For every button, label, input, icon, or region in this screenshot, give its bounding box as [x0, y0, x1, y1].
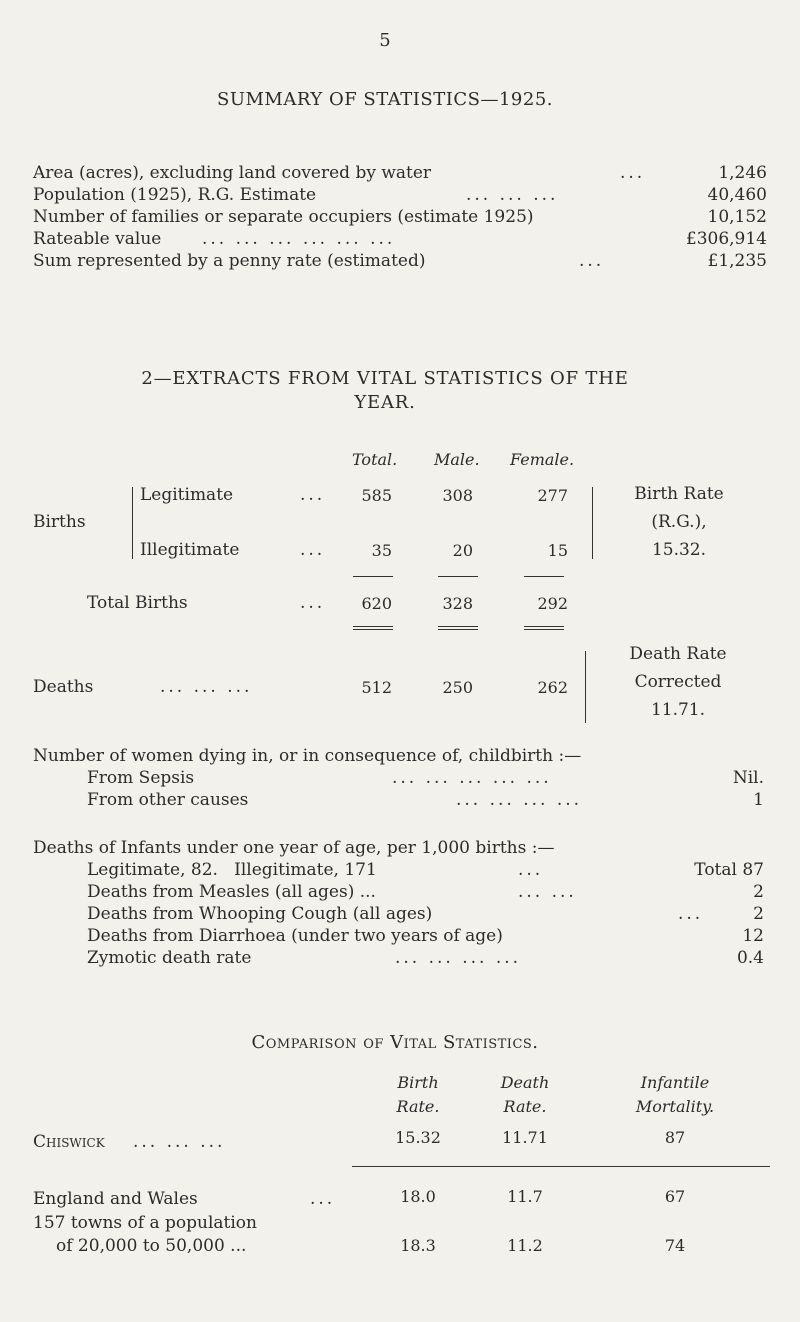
- births-legit-female: 277: [537, 486, 568, 505]
- maternal-sepsis-label: From Sepsis: [87, 768, 195, 788]
- maternal-other-value: 1: [753, 790, 764, 810]
- births-legit-male: 308: [442, 486, 473, 505]
- total-column-double-rule: [353, 626, 393, 630]
- maternal-other-dots: ... ... ... ...: [456, 790, 583, 810]
- deaths-label: Deaths: [33, 677, 94, 697]
- total-births-label: Total Births: [87, 593, 188, 613]
- comparison-header-birth-2: Rate.: [396, 1097, 440, 1116]
- comparison-header-death-2: Rate.: [503, 1097, 547, 1116]
- comparison-divider: [352, 1166, 770, 1167]
- infant-legit-illegit: Legitimate, 82. Illegitimate, 171: [87, 860, 377, 880]
- measles-value: 2: [753, 882, 764, 902]
- comparison-row-towns-death: 11.2: [507, 1236, 543, 1255]
- death-rate-qualifier: Corrected: [634, 672, 722, 692]
- comparison-row-england-label: England and Wales: [33, 1189, 198, 1209]
- summary-value-rateable: £306,914: [685, 229, 767, 249]
- comparison-header-infant-2: Mortality.: [635, 1097, 715, 1116]
- deaths-dots: ... ... ...: [160, 677, 253, 697]
- births-illegit-label: Illegitimate: [140, 540, 240, 560]
- births-left-brace: [132, 487, 133, 559]
- summary-label-area: Area (acres), excluding land covered by water: [33, 163, 432, 183]
- comparison-row-towns-label-2: of 20,000 to 50,000 ...: [56, 1236, 247, 1256]
- comparison-row-towns-infant: 74: [664, 1236, 686, 1255]
- diarrhoea-label: Deaths from Diarrhoea (under two years of age): [87, 926, 503, 946]
- death-rate-value: 11.71.: [650, 700, 706, 720]
- birth-rate-label: Birth Rate: [634, 484, 724, 504]
- summary-value-families: 10,152: [707, 207, 767, 227]
- header-male: Male.: [434, 450, 480, 469]
- comparison-row-england-infant: 67: [664, 1187, 686, 1206]
- comparison-row-towns-label-1: 157 towns of a population: [33, 1213, 257, 1233]
- zymotic-value: 0.4: [736, 948, 764, 968]
- comparison-row-chiswick-label: Chiswick: [33, 1132, 105, 1152]
- comparison-row-towns-birth: 18.3: [400, 1236, 436, 1255]
- comparison-header-death-1: Death: [500, 1073, 550, 1092]
- summary-dots-rateable: ... ... ... ... ... ...: [202, 229, 396, 249]
- comparison-header-birth-1: Birth: [397, 1073, 439, 1092]
- summary-label-rateable: Rateable value: [33, 229, 162, 249]
- total-births-male: 328: [442, 594, 473, 613]
- total-births-total: 620: [361, 594, 392, 613]
- page-title: SUMMARY OF STATISTICS—1925.: [217, 89, 553, 110]
- births-illegit-female: 15: [547, 541, 568, 560]
- births-legit-dots: ...: [300, 485, 326, 505]
- comparison-row-england-dots: ...: [310, 1189, 336, 1209]
- deaths-male: 250: [442, 678, 473, 697]
- deaths-total: 512: [361, 678, 392, 697]
- total-column-rule: [353, 576, 393, 577]
- diarrhoea-value: 12: [742, 926, 764, 946]
- infant-dots: ...: [518, 860, 544, 880]
- births-illegit-total: 35: [371, 541, 392, 560]
- section2-title-line2: YEAR.: [354, 392, 416, 413]
- header-total: Total.: [352, 450, 398, 469]
- summary-dots-penny-rate: ...: [579, 251, 605, 271]
- female-column-rule: [524, 576, 564, 577]
- summary-value-area: 1,246: [718, 163, 767, 183]
- page-number: 5: [379, 30, 391, 51]
- comparison-title: Comparison of Vital Statistics.: [251, 1032, 539, 1053]
- male-column-double-rule: [438, 626, 478, 630]
- maternal-heading: Number of women dying in, or in consequence of, childbirth :—: [33, 746, 582, 766]
- comparison-row-chiswick-death: 11.71: [502, 1128, 548, 1147]
- comparison-row-chiswick-birth: 15.32: [395, 1128, 441, 1147]
- header-female: Female.: [510, 450, 575, 469]
- maternal-sepsis-dots: ... ... ... ... ...: [392, 768, 552, 788]
- total-births-female: 292: [537, 594, 568, 613]
- comparison-row-england-birth: 18.0: [400, 1187, 436, 1206]
- comparison-row-chiswick-dots: ... ... ...: [133, 1132, 226, 1152]
- whooping-cough-dots: ...: [678, 904, 704, 924]
- measles-label: Deaths from Measles (all ages) ...: [87, 882, 376, 902]
- births-label: Births: [33, 512, 86, 532]
- birth-rate-value: 15.32.: [651, 540, 707, 560]
- summary-label-families: Number of families or separate occupiers (estimate 1925): [33, 207, 534, 227]
- infant-total: Total 87: [694, 860, 764, 880]
- summary-label-penny-rate: Sum represented by a penny rate (estimated): [33, 251, 426, 271]
- section2-title-line1: 2—EXTRACTS FROM VITAL STATISTICS OF THE: [141, 368, 629, 389]
- birth-rate-brace: [592, 487, 593, 559]
- summary-label-population: Population (1925), R.G. Estimate: [33, 185, 317, 205]
- summary-dots-area: ...: [620, 163, 646, 183]
- maternal-sepsis-value: Nil.: [732, 768, 764, 788]
- measles-dots: ... ...: [518, 882, 577, 902]
- male-column-rule: [438, 576, 478, 577]
- zymotic-dots: ... ... ... ...: [395, 948, 522, 968]
- comparison-header-infant-1: Infantile: [640, 1073, 710, 1092]
- zymotic-label: Zymotic death rate: [87, 948, 252, 968]
- summary-value-penny-rate: £1,235: [707, 251, 767, 271]
- infant-heading: Deaths of Infants under one year of age, per 1,000 births :—: [33, 838, 555, 858]
- comparison-row-england-death: 11.7: [507, 1187, 543, 1206]
- births-legit-label: Legitimate: [140, 485, 234, 505]
- births-illegit-male: 20: [452, 541, 473, 560]
- births-legit-total: 585: [361, 486, 392, 505]
- summary-dots-population: ... ... ...: [466, 185, 559, 205]
- birth-rate-source: (R.G.),: [651, 512, 707, 532]
- female-column-double-rule: [524, 626, 564, 630]
- summary-value-population: 40,460: [707, 185, 767, 205]
- maternal-other-label: From other causes: [87, 790, 249, 810]
- whooping-cough-label: Deaths from Whooping Cough (all ages): [87, 904, 433, 924]
- death-rate-label: Death Rate: [629, 644, 727, 664]
- deaths-female: 262: [537, 678, 568, 697]
- comparison-row-chiswick-infant: 87: [664, 1128, 686, 1147]
- death-rate-brace: [585, 651, 586, 723]
- births-illegit-dots: ...: [300, 540, 326, 560]
- total-births-dots: ...: [300, 593, 326, 613]
- whooping-cough-value: 2: [753, 904, 764, 924]
